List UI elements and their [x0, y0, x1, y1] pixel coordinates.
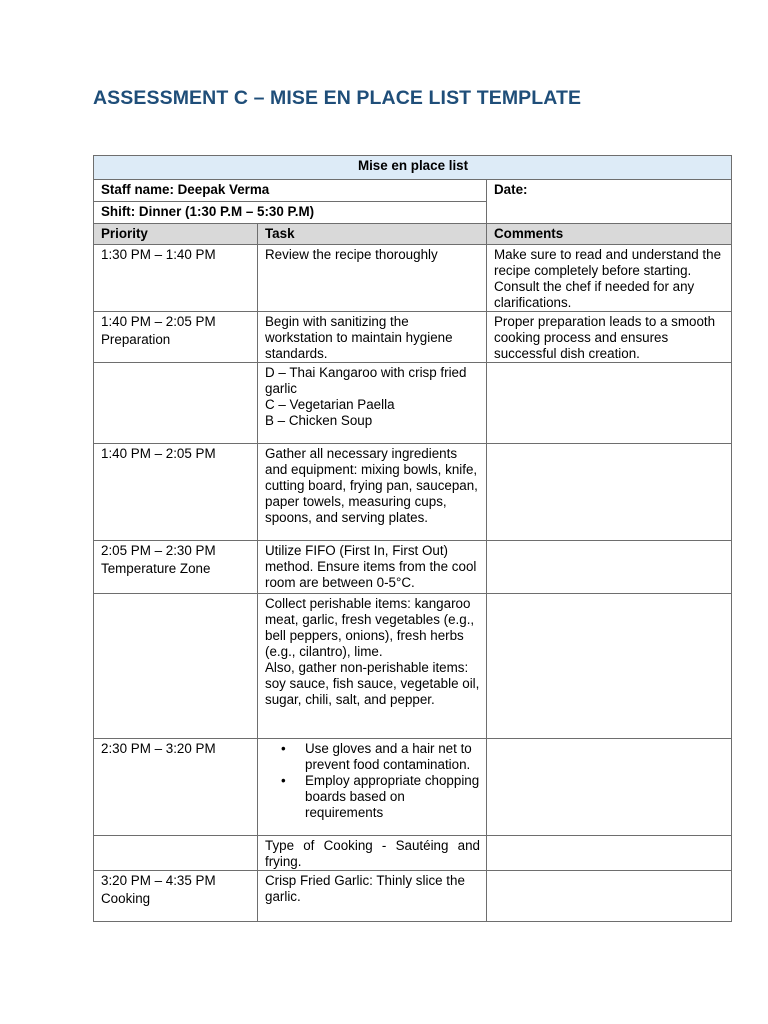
task-text: C – Vegetarian Paella — [265, 397, 395, 412]
comments-cell — [487, 541, 732, 594]
bullet-glyph: • — [281, 773, 286, 788]
mise-en-place-table — [93, 155, 732, 922]
task-cell — [258, 541, 487, 594]
comments-text: Make sure to read and understand the recipe completely before starting. Consult the chef if needed for any clarifications. — [494, 247, 722, 310]
priority-text: 1:40 PM – 2:05 PM — [101, 446, 216, 461]
task-text: Crisp Fried Garlic: Thinly slice the garlic. — [265, 873, 465, 904]
shift: Shift: Dinner (1:30 P.M – 5:30 P.M) — [94, 202, 487, 224]
table-row — [94, 444, 732, 541]
priority-text: 1:30 PM – 1:40 PM — [101, 247, 216, 262]
comments-cell — [487, 363, 732, 444]
priority-text: 1:40 PM – 2:05 PM — [101, 314, 216, 329]
task-text: Utilize FIFO (First In, First Out) method. Ensure items from the cool room are between 0-5°C. — [265, 543, 477, 590]
priority-phase: Cooking — [101, 891, 151, 906]
task-text: Begin with sanitizing the workstation to maintain hygiene standards. — [265, 314, 453, 361]
table-caption-row — [94, 156, 732, 180]
priority-cell — [94, 739, 258, 836]
task-text: Collect perishable items: kangaroo meat, garlic, fresh vegetables (e.g., bell peppers, onions), fresh herbs (e.g., cilantro), lime. — [265, 596, 475, 659]
priority-cell — [94, 444, 258, 541]
priority-cell — [94, 312, 258, 363]
priority-cell — [94, 594, 258, 739]
task-cell — [258, 363, 487, 444]
comments-cell — [487, 312, 732, 363]
table-row — [94, 871, 732, 922]
bullet-list — [265, 741, 480, 821]
task-text: B – Chicken Soup — [265, 413, 373, 428]
task-cell — [258, 594, 487, 739]
comments-cell — [487, 444, 732, 541]
task-text: Gather all necessary ingredients and equipment: mixing bowls, knife, cutting board, frying pan, saucepan, paper towels, measuring cups, spoons, and serving plates. — [265, 446, 478, 525]
priority-phase: Preparation — [101, 332, 171, 347]
column-header-row — [94, 224, 732, 245]
table-caption: Mise en place list — [94, 156, 732, 180]
bullet-glyph: • — [281, 741, 286, 756]
date-label: Date: — [487, 180, 732, 224]
priority-phase: Temperature Zone — [101, 561, 211, 576]
table-row — [94, 739, 732, 836]
task-cell — [258, 444, 487, 541]
comments-text: Proper preparation leads to a smooth cooking process and ensures successful dish creation. — [494, 314, 716, 361]
task-text: D – Thai Kangaroo with crisp fried garlic — [265, 365, 467, 396]
bullet-text: Use gloves and a hair net to prevent food contamination. — [305, 741, 472, 772]
document-title: ASSESSMENT C – MISE EN PLACE LIST TEMPLATE — [93, 87, 582, 109]
comments-cell — [487, 871, 732, 922]
column-header-comments: Comments — [487, 224, 732, 245]
task-cell — [258, 739, 487, 836]
comments-cell — [487, 594, 732, 739]
priority-cell — [94, 871, 258, 922]
column-header-task: Task — [258, 224, 487, 245]
list-item — [281, 773, 480, 821]
table-row — [94, 363, 732, 444]
comments-cell — [487, 245, 732, 312]
bullet-text: Employ appropriate chopping boards based on requirements — [305, 773, 480, 820]
table-row — [94, 541, 732, 594]
column-header-priority: Priority — [94, 224, 258, 245]
list-item — [281, 741, 480, 773]
task-cell — [258, 836, 487, 871]
task-cell — [258, 245, 487, 312]
table-row — [94, 836, 732, 871]
table-row — [94, 594, 732, 739]
priority-text: 2:30 PM – 3:20 PM — [101, 741, 216, 756]
task-text: Type of Cooking - Sautéing and frying. — [265, 838, 480, 869]
task-cell — [258, 871, 487, 922]
staff-row — [94, 180, 732, 202]
comments-cell — [487, 836, 732, 871]
task-cell — [258, 312, 487, 363]
priority-text: 3:20 PM – 4:35 PM — [101, 873, 216, 888]
table-row — [94, 312, 732, 363]
priority-cell — [94, 363, 258, 444]
priority-cell — [94, 541, 258, 594]
task-text: Also, gather non-perishable items: soy sauce, fish sauce, vegetable oil, sugar, chili, salt, and pepper. — [265, 660, 480, 707]
priority-cell — [94, 836, 258, 871]
table-row — [94, 245, 732, 312]
staff-name: Staff name: Deepak Verma — [94, 180, 487, 202]
comments-cell — [487, 739, 732, 836]
priority-cell — [94, 245, 258, 312]
priority-text: 2:05 PM – 2:30 PM — [101, 543, 216, 558]
task-text: Review the recipe thoroughly — [265, 247, 438, 262]
